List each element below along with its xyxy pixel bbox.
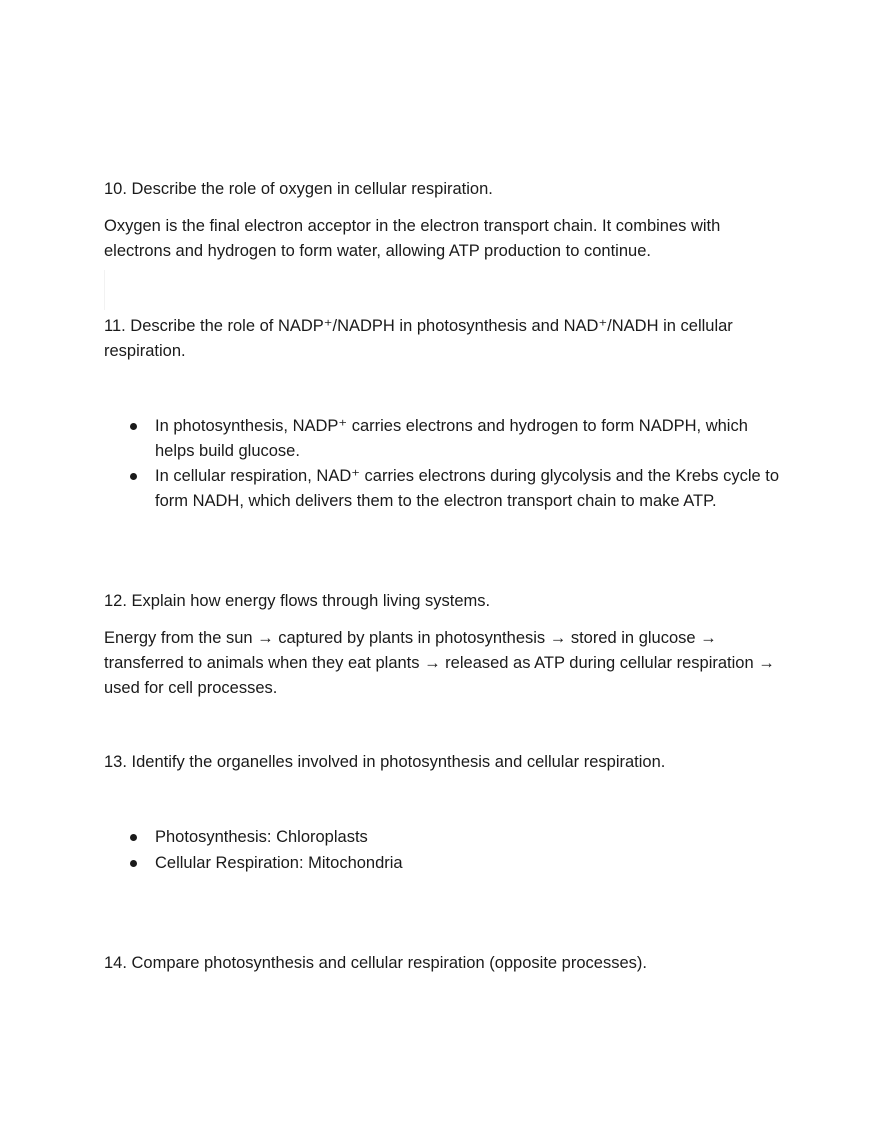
question-13: 13. Identify the organelles involved in photosynthesis and cellular respiration. <box>104 753 666 771</box>
list-item <box>104 851 780 876</box>
answer-13-list <box>104 825 780 876</box>
list-item <box>104 825 780 850</box>
bullet-icon <box>130 473 137 480</box>
bullet-icon <box>130 860 137 867</box>
bullet-icon <box>130 834 137 841</box>
question-11: 11. Describe the role of NADP⁺/NADPH in photosynthesis and NAD⁺/NADH in cellular respiration. <box>104 317 733 360</box>
list-item-text: In photosynthesis, NADP⁺ carries electrons and hydrogen to form NADPH, which helps build glucose. <box>155 417 748 460</box>
list-item <box>104 414 780 464</box>
list-item-text: Cellular Respiration: Mitochondria <box>155 854 403 872</box>
question-10: 10. Describe the role of oxygen in cellular respiration. <box>104 180 493 198</box>
bullet-icon <box>130 423 137 430</box>
answer-11-list <box>104 414 780 514</box>
faint-divider <box>104 270 105 310</box>
list-item-text: Photosynthesis: Chloroplasts <box>155 828 368 846</box>
list-item <box>104 464 780 514</box>
answer-10: Oxygen is the final electron acceptor in the electron transport chain. It combines with electrons and hydrogen to form water, allowing ATP production to continue. <box>104 217 721 260</box>
question-12: 12. Explain how energy flows through living systems. <box>104 592 491 610</box>
question-14: 14. Compare photosynthesis and cellular respiration (opposite processes). <box>104 954 647 972</box>
answer-12: Energy from the sun → captured by plants in photosynthesis → stored in glucose → transferred to animals when they eat plants → released as ATP during cellular respiration → used for cell processes. <box>104 629 775 697</box>
list-item-text: In cellular respiration, NAD⁺ carries electrons during glycolysis and the Krebs cycle to form NADH, which delivers them to the electron transport chain to make ATP. <box>155 467 780 510</box>
